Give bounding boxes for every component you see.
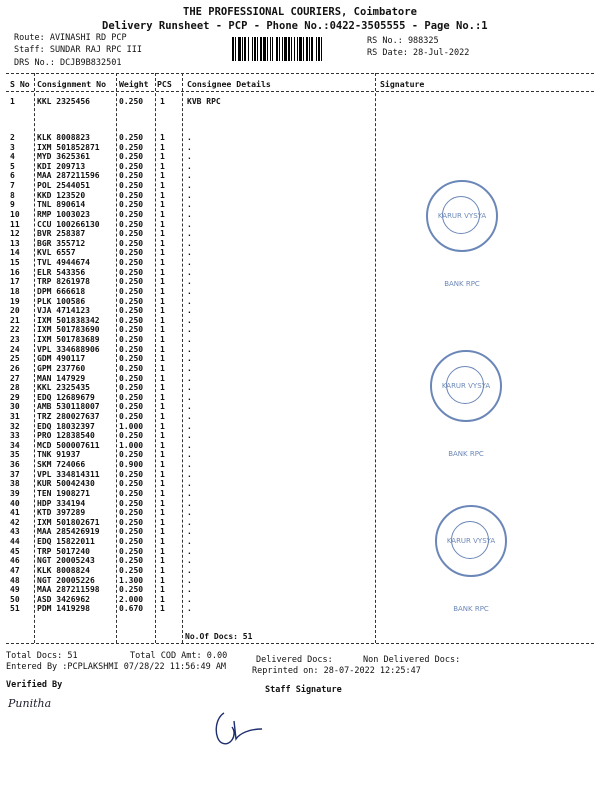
- row-consignee: .: [187, 450, 192, 460]
- row-consignee: .: [187, 363, 192, 373]
- row-sno: 41: [10, 508, 20, 518]
- bank-stamp: KARUR VYSYA BANK RPC: [435, 505, 507, 577]
- row-sno: 48: [10, 575, 20, 585]
- row-weight: 0.670: [119, 604, 144, 614]
- row-pcs: 1: [160, 354, 165, 364]
- row-consignee: .: [187, 181, 192, 191]
- row-weight: 0.250: [119, 200, 144, 210]
- row-consignee: KVB RPC: [187, 97, 221, 106]
- row-sno: 45: [10, 546, 20, 556]
- rs-date: RS Date: 28-Jul-2022: [367, 48, 470, 58]
- row-sno: 22: [10, 325, 20, 335]
- row-pcs: 1: [160, 469, 165, 479]
- row-consignment: EDQ 15822011: [37, 537, 95, 547]
- row-sno: 30: [10, 402, 20, 412]
- row-consignee: .: [187, 258, 192, 268]
- row-sno: 4: [10, 152, 15, 162]
- row-consignee: .: [187, 479, 192, 489]
- row-consignment: GPM 237760: [37, 363, 86, 373]
- row-consignee: .: [187, 219, 192, 229]
- row-pcs: 1: [160, 556, 165, 566]
- row-consignment: IXM 501852871: [37, 142, 100, 152]
- col-sno: S No: [10, 79, 30, 89]
- row-weight: 0.250: [119, 258, 144, 268]
- barcode: [232, 37, 360, 61]
- row-pcs: 1: [160, 238, 165, 248]
- row-sno: 24: [10, 344, 20, 354]
- row-consignment: NGT 20005226: [37, 575, 95, 585]
- row-weight: 0.250: [119, 383, 144, 393]
- row-pcs: 1: [160, 190, 165, 200]
- row-pcs: 1: [160, 575, 165, 585]
- row-sno: 47: [10, 565, 20, 575]
- row-pcs: 1: [160, 517, 165, 527]
- row-weight: 1.000: [119, 440, 144, 450]
- non-delivered-docs: Non Delivered Docs:: [363, 655, 461, 665]
- row-weight: 0.250: [119, 161, 144, 171]
- col-signature: Signature: [380, 79, 425, 89]
- row-weight: 0.250: [119, 296, 144, 306]
- col-consignment: Consignment No: [37, 79, 107, 89]
- row-consignee: .: [187, 142, 192, 152]
- row-weight: 0.250: [119, 479, 144, 489]
- row-sno: 14: [10, 248, 20, 258]
- row-consignee: .: [187, 296, 192, 306]
- row-pcs: 1: [160, 335, 165, 345]
- row-consignee: .: [187, 546, 192, 556]
- row-sno: 31: [10, 411, 20, 421]
- row-consignee: .: [187, 383, 192, 393]
- row-pcs: 1: [160, 315, 165, 325]
- row-sno: 32: [10, 421, 20, 431]
- rs-no: RS No.: 988325: [367, 36, 439, 46]
- row-weight: 0.250: [119, 488, 144, 498]
- row-weight: 0.250: [119, 219, 144, 229]
- runsheet-title: Delivery Runsheet - PCP - Phone No.:0422-3505555 - Page No.:1: [102, 20, 488, 32]
- verified-by: Verified By: [6, 680, 63, 690]
- row-pcs: 1: [160, 537, 165, 547]
- row-sno: 10: [10, 209, 20, 219]
- row-consignment: KKD 123520: [37, 190, 86, 200]
- row-consignment: IXM 501783690: [37, 325, 100, 335]
- row-sno: 25: [10, 354, 20, 364]
- row-weight: 0.250: [119, 344, 144, 354]
- row-sno: 40: [10, 498, 20, 508]
- row-consignee: .: [187, 402, 192, 412]
- row-sno: 51: [10, 604, 20, 614]
- row-pcs: 1: [160, 585, 165, 595]
- row-consignment: MAN 147929: [37, 373, 86, 383]
- row-sno: 1: [10, 97, 15, 106]
- row-consignee: .: [187, 556, 192, 566]
- row-sno: 26: [10, 363, 20, 373]
- row-consignee: .: [187, 421, 192, 431]
- row-weight: 0.250: [119, 209, 144, 219]
- row-weight: 0.250: [119, 277, 144, 287]
- row-sno: 28: [10, 383, 20, 393]
- row-consignee: .: [187, 190, 192, 200]
- row-consignment: KLK 8008824: [37, 565, 90, 575]
- reprinted-on: Reprinted on: 28-07-2022 12:25:47: [252, 666, 421, 676]
- row-pcs: 1: [160, 527, 165, 537]
- row-weight: 0.250: [119, 556, 144, 566]
- company-name: THE PROFESSIONAL COURIERS, Coimbatore: [183, 6, 417, 18]
- row-consignment: IXM 501802671: [37, 517, 100, 527]
- row-sno: 9: [10, 200, 15, 210]
- row-sno: 6: [10, 171, 15, 181]
- row-consignee: .: [187, 565, 192, 575]
- row-pcs: 1: [160, 306, 165, 316]
- row-pcs: 1: [160, 431, 165, 441]
- row-weight: 0.250: [119, 152, 144, 162]
- row-consignee: .: [187, 527, 192, 537]
- row-consignment: AMB 530118007: [37, 402, 100, 412]
- row-pcs: 1: [160, 142, 165, 152]
- row-weight: 0.250: [119, 190, 144, 200]
- row-sno: 29: [10, 392, 20, 402]
- row-weight: 0.250: [119, 248, 144, 258]
- row-consignment: TEN 1908271: [37, 488, 90, 498]
- row-consignment: IXM 501783689: [37, 335, 100, 345]
- row-consignee: .: [187, 373, 192, 383]
- row-weight: 1.000: [119, 421, 144, 431]
- row-weight: 0.250: [119, 517, 144, 527]
- row-consignment: CCU 100266130: [37, 219, 100, 229]
- row-weight: 0.250: [119, 335, 144, 345]
- row-pcs: 1: [160, 421, 165, 431]
- row-weight: 0.250: [119, 392, 144, 402]
- row-pcs: 1: [160, 546, 165, 556]
- row-consignment: PDM 1419298: [37, 604, 90, 614]
- row-consignment: NGT 20005243: [37, 556, 95, 566]
- row-sno: 12: [10, 229, 20, 239]
- row-weight: 0.250: [119, 431, 144, 441]
- row-consignee: .: [187, 277, 192, 287]
- row-sno: 16: [10, 267, 20, 277]
- row-consignment: TNL 890614: [37, 200, 86, 210]
- staff-label: Staff: SUNDAR RAJ RPC III: [14, 45, 142, 55]
- row-weight: 0.250: [119, 171, 144, 181]
- row-consignment: KKL 2325435: [37, 383, 90, 393]
- row-consignment: BGR 355712: [37, 238, 86, 248]
- total-cod: Total COD Amt: 0.00: [130, 651, 228, 661]
- row-weight: 0.250: [119, 315, 144, 325]
- row-consignee: .: [187, 267, 192, 277]
- row-pcs: 1: [160, 209, 165, 219]
- row-consignee: .: [187, 585, 192, 595]
- row-consignment: MAA 285426919: [37, 527, 100, 537]
- row-pcs: 1: [160, 152, 165, 162]
- row-sno: 42: [10, 517, 20, 527]
- row-sno: 43: [10, 527, 20, 537]
- row-consignment: VPL 334688906: [37, 344, 100, 354]
- row-weight: 0.250: [119, 142, 144, 152]
- row-sno: 36: [10, 460, 20, 470]
- row-consignee: .: [187, 133, 192, 142]
- bank-stamp: KARUR VYSYA BANK RPC: [430, 350, 502, 422]
- row-consignee: .: [187, 171, 192, 181]
- row-consignment: KVL 6557: [37, 248, 76, 258]
- row-consignee: .: [187, 325, 192, 335]
- row-weight: 0.250: [119, 498, 144, 508]
- row-pcs: 1: [160, 296, 165, 306]
- row-weight: 0.250: [119, 450, 144, 460]
- row-pcs: 1: [160, 97, 165, 106]
- row-sno: 38: [10, 479, 20, 489]
- row-pcs: 1: [160, 440, 165, 450]
- row-pcs: 1: [160, 267, 165, 277]
- row-consignment: KUR 50042430: [37, 479, 95, 489]
- row-sno: 33: [10, 431, 20, 441]
- row-sno: 49: [10, 585, 20, 595]
- row-sno: 3: [10, 142, 15, 152]
- row-consignment: KDI 209713: [37, 161, 86, 171]
- row-weight: 0.250: [119, 286, 144, 296]
- row-sno: 8: [10, 190, 15, 200]
- row-pcs: 1: [160, 248, 165, 258]
- row-pcs: 1: [160, 258, 165, 268]
- row-pcs: 1: [160, 594, 165, 604]
- row-sno: 44: [10, 537, 20, 547]
- row-sno: 19: [10, 296, 20, 306]
- row-sno: 2: [10, 133, 15, 142]
- row-pcs: 1: [160, 229, 165, 239]
- staff-signature-label: Staff Signature: [265, 685, 342, 695]
- row-pcs: 1: [160, 325, 165, 335]
- row-weight: 0.900: [119, 460, 144, 470]
- row-consignment: KKL 2325456: [37, 97, 90, 106]
- row-weight: 0.250: [119, 537, 144, 547]
- row-consignee: .: [187, 200, 192, 210]
- row-consignment: DPM 666618: [37, 286, 86, 296]
- row-consignment: MYD 3625361: [37, 152, 90, 162]
- row-consignee: .: [187, 498, 192, 508]
- row-weight: 1.300: [119, 575, 144, 585]
- staff-signature: [210, 705, 280, 750]
- row-pcs: 1: [160, 383, 165, 393]
- row-sno: 20: [10, 306, 20, 316]
- row-weight: 0.250: [119, 373, 144, 383]
- row-consignment: POL 2544051: [37, 181, 90, 191]
- row-sno: 27: [10, 373, 20, 383]
- row-weight: 0.250: [119, 238, 144, 248]
- row-consignee: .: [187, 488, 192, 498]
- row-consignment: MAA 287211598: [37, 585, 100, 595]
- row-consignment: PRO 12838540: [37, 431, 95, 441]
- row-weight: 0.250: [119, 546, 144, 556]
- row-weight: 0.250: [119, 565, 144, 575]
- row-pcs: 1: [160, 161, 165, 171]
- row-consignee: .: [187, 248, 192, 258]
- row-weight: 0.250: [119, 229, 144, 239]
- row-consignment: IXM 501838342: [37, 315, 100, 325]
- row-pcs: 1: [160, 344, 165, 354]
- row-weight: 0.250: [119, 306, 144, 316]
- row-pcs: 1: [160, 498, 165, 508]
- row-pcs: 1: [160, 604, 165, 614]
- row-consignment: TNK 91937: [37, 450, 81, 460]
- row-sno: 11: [10, 219, 20, 229]
- no-of-docs: No.Of Docs: 51: [185, 632, 253, 641]
- col-weight: Weight: [119, 79, 149, 89]
- row-pcs: 1: [160, 460, 165, 470]
- row-consignee: .: [187, 508, 192, 518]
- row-consignee: .: [187, 315, 192, 325]
- row-consignee: .: [187, 431, 192, 441]
- row-consignment: MCD 500007611: [37, 440, 100, 450]
- row-pcs: 1: [160, 219, 165, 229]
- row-consignment: TRP 5017240: [37, 546, 90, 556]
- row-pcs: 1: [160, 450, 165, 460]
- row-consignee: .: [187, 575, 192, 585]
- row-consignment: TRP 8261978: [37, 277, 90, 287]
- row-sno: 21: [10, 315, 20, 325]
- row-consignment: HDP 334194: [37, 498, 86, 508]
- row-consignment: TVL 4944674: [37, 258, 90, 268]
- row-pcs: 1: [160, 277, 165, 287]
- row-pcs: 1: [160, 171, 165, 181]
- row-weight: 0.250: [119, 402, 144, 412]
- row-weight: 0.250: [119, 527, 144, 537]
- row-pcs: 1: [160, 402, 165, 412]
- total-docs: Total Docs: 51: [6, 651, 78, 661]
- row-consignment: VJA 4714123: [37, 306, 90, 316]
- row-pcs: 1: [160, 286, 165, 296]
- row-pcs: 1: [160, 488, 165, 498]
- row-pcs: 1: [160, 133, 165, 142]
- row-sno: 15: [10, 258, 20, 268]
- row-consignee: .: [187, 344, 192, 354]
- row-weight: 0.250: [119, 133, 144, 142]
- row-pcs: 1: [160, 363, 165, 373]
- row-weight: 0.250: [119, 354, 144, 364]
- row-consignment: GDM 490117: [37, 354, 86, 364]
- row-pcs: 1: [160, 373, 165, 383]
- row-weight: 0.250: [119, 181, 144, 191]
- row-sno: 50: [10, 594, 20, 604]
- row-weight: 0.250: [119, 411, 144, 421]
- entered-by: Entered By :PCPLAKSHMI 07/28/22 11:56:49 AM: [6, 662, 227, 672]
- row-pcs: 1: [160, 565, 165, 575]
- row-consignee: .: [187, 238, 192, 248]
- row-sno: 35: [10, 450, 20, 460]
- row-consignee: .: [187, 594, 192, 604]
- row-consignment: EDQ 12689679: [37, 392, 95, 402]
- row-pcs: 1: [160, 479, 165, 489]
- row-consignee: .: [187, 392, 192, 402]
- route-label: Route: AVINASHI RD PCP: [14, 33, 127, 43]
- row-consignee: .: [187, 354, 192, 364]
- row-consignee: .: [187, 161, 192, 171]
- row-pcs: 1: [160, 392, 165, 402]
- col-pcs: PCS: [157, 79, 172, 89]
- bank-stamp: KARUR VYSYA BANK RPC: [426, 180, 498, 252]
- verifier-handwriting: Punitha: [8, 697, 52, 710]
- row-sno: 46: [10, 556, 20, 566]
- row-sno: 34: [10, 440, 20, 450]
- row-consignee: .: [187, 604, 192, 614]
- row-sno: 18: [10, 286, 20, 296]
- row-weight: 0.250: [119, 469, 144, 479]
- row-weight: 0.250: [119, 325, 144, 335]
- drs-label: DRS No.: DCJB9B832501: [14, 58, 122, 68]
- row-consignment: ELR 543356: [37, 267, 86, 277]
- row-consignee: .: [187, 440, 192, 450]
- row-weight: 0.250: [119, 585, 144, 595]
- row-consignee: .: [187, 152, 192, 162]
- row-consignment: KLK 8008823: [37, 133, 90, 142]
- row-consignee: .: [187, 229, 192, 239]
- row-pcs: 1: [160, 200, 165, 210]
- row-weight: 0.250: [119, 363, 144, 373]
- row-consignment: PLK 100586: [37, 296, 86, 306]
- row-consignment: VPL 334814311: [37, 469, 100, 479]
- row-sno: 17: [10, 277, 20, 287]
- row-consignment: BVR 258387: [37, 229, 86, 239]
- row-weight: 0.250: [119, 97, 144, 106]
- row-pcs: 1: [160, 181, 165, 191]
- row-consignment: MAA 287211596: [37, 171, 100, 181]
- row-consignment: ASD 3426962: [37, 594, 90, 604]
- row-consignee: .: [187, 537, 192, 547]
- row-consignment: TRZ 280027637: [37, 411, 100, 421]
- row-pcs: 1: [160, 411, 165, 421]
- row-sno: 13: [10, 238, 20, 248]
- row-pcs: 1: [160, 508, 165, 518]
- row-consignee: .: [187, 335, 192, 345]
- col-consignee: Consignee Details: [187, 79, 271, 89]
- row-sno: 37: [10, 469, 20, 479]
- row-sno: 39: [10, 488, 20, 498]
- row-consignment: SKM 724066: [37, 460, 86, 470]
- row-weight: 0.250: [119, 508, 144, 518]
- row-sno: 23: [10, 335, 20, 345]
- delivered-docs: Delivered Docs:: [256, 655, 333, 665]
- row-consignee: .: [187, 209, 192, 219]
- row-consignee: .: [187, 469, 192, 479]
- row-consignee: .: [187, 286, 192, 296]
- row-weight: 2.000: [119, 594, 144, 604]
- row-consignment: EDQ 18032397: [37, 421, 95, 431]
- row-consignee: .: [187, 460, 192, 470]
- row-sno: 7: [10, 181, 15, 191]
- row-consignee: .: [187, 411, 192, 421]
- row-consignee: .: [187, 306, 192, 316]
- row-weight: 0.250: [119, 267, 144, 277]
- row-sno: 5: [10, 161, 15, 171]
- row-consignment: KTD 397289: [37, 508, 86, 518]
- row-consignment: RMP 1003023: [37, 209, 90, 219]
- row-consignee: .: [187, 517, 192, 527]
